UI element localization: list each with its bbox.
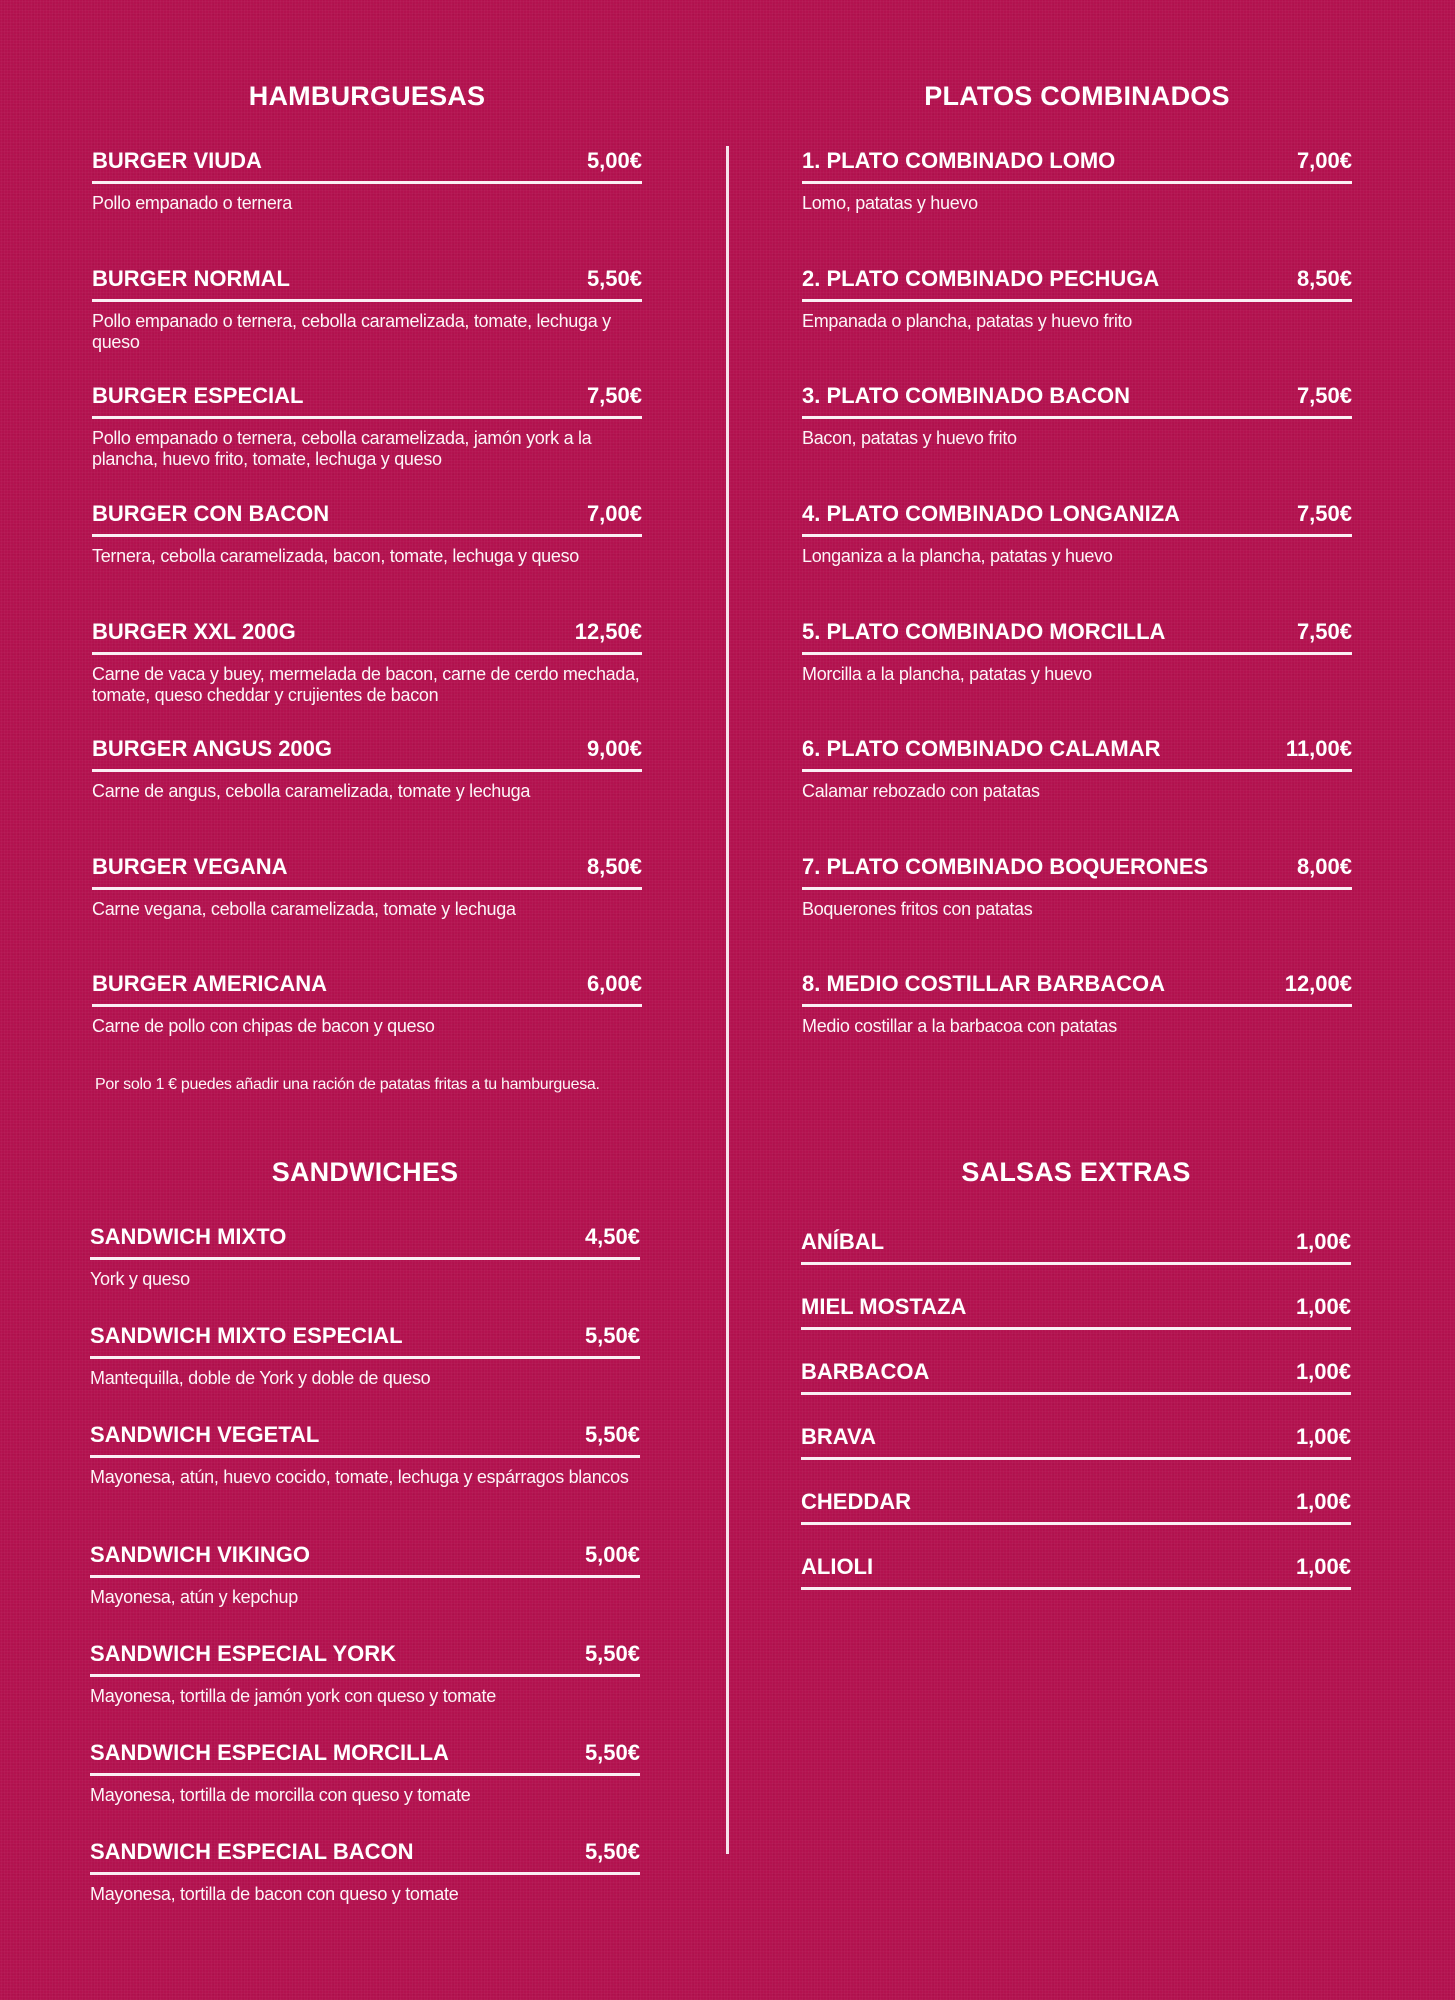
item-description: Pollo empanado o ternera [92, 193, 292, 213]
item-name: BRAVA [801, 1424, 876, 1449]
item-name: 5. PLATO COMBINADO MORCILLA [802, 619, 1166, 644]
item-description: Mayonesa, tortilla de bacon con queso y tomate [90, 1884, 459, 1904]
item-description: Pollo empanado o ternera, cebolla caramelizada, tomate, lechuga y queso [92, 311, 611, 352]
item-name: SANDWICH ESPECIAL MORCILLA [90, 1740, 449, 1765]
item-price: 5,50€ [584, 1740, 640, 1765]
item-price: 5,50€ [584, 1641, 640, 1666]
item-name: BURGER CON BACON [92, 501, 330, 526]
item-description: Carne de vaca y buey, mermelada de bacon, carne de cerdo mechada, tomate, queso cheddar y crujientes de bacon [92, 664, 640, 705]
item-price: 8,00€ [1296, 854, 1352, 879]
fries-note: Por solo 1 € puedes añadir una ración de patatas fritas a tu hamburguesa. [95, 1076, 600, 1093]
item-name: BURGER AMERICANA [92, 971, 328, 996]
item-price: 9,00€ [586, 736, 642, 761]
item-name: 7. PLATO COMBINADO BOQUERONES [802, 854, 1209, 879]
section-platos-combinados [802, 76, 1352, 1036]
item-price: 12,50€ [574, 619, 642, 644]
menu-item [90, 1641, 640, 1707]
item-name: ANÍBAL [801, 1229, 885, 1254]
item-description: Ternera, cebolla caramelizada, bacon, tomate, lechuga y queso [92, 546, 580, 566]
item-price: 12,00€ [1284, 971, 1352, 996]
sauce-item [801, 1359, 1351, 1395]
item-price: 5,00€ [584, 1542, 640, 1567]
item-price: 1,00€ [1295, 1359, 1351, 1384]
item-price: 6,00€ [586, 971, 642, 996]
section-title: SANDWICHES [271, 1157, 459, 1187]
item-description: Carne vegana, cebolla caramelizada, tomate y lechuga [92, 899, 516, 919]
item-description: Morcilla a la plancha, patatas y huevo [802, 664, 1092, 684]
item-price: 8,50€ [586, 854, 642, 879]
menu-item [802, 854, 1352, 920]
item-description: Bacon, patatas y huevo frito [802, 428, 1017, 448]
menu-item [90, 1224, 640, 1290]
sauce-item [801, 1554, 1351, 1590]
menu-item [90, 1839, 640, 1905]
item-price: 4,50€ [584, 1224, 640, 1249]
item-name: 3. PLATO COMBINADO BACON [802, 383, 1130, 408]
item-description: Lomo, patatas y huevo [802, 193, 978, 213]
menu-item [92, 854, 642, 920]
item-name: BURGER NORMAL [92, 266, 290, 291]
item-name: 8. MEDIO COSTILLAR BARBACOA [802, 971, 1165, 996]
menu-item [92, 148, 642, 214]
menu-item [92, 971, 642, 1037]
item-name: BURGER XXL 200G [92, 619, 296, 644]
section-title: PLATOS COMBINADOS [924, 81, 1230, 111]
sauce-item [801, 1489, 1351, 1525]
menu-item [92, 383, 642, 470]
sauce-item [801, 1294, 1351, 1330]
menu-item [802, 266, 1352, 332]
item-name: BURGER VIUDA [92, 148, 262, 173]
item-description: York y queso [90, 1269, 190, 1289]
item-name: 2. PLATO COMBINADO PECHUGA [802, 266, 1160, 291]
item-name: MIEL MOSTAZA [801, 1294, 967, 1319]
item-name: SANDWICH VIKINGO [90, 1542, 310, 1567]
item-description: Longaniza a la plancha, patatas y huevo [802, 546, 1113, 566]
menu-item [802, 148, 1352, 214]
section-title: SALSAS EXTRAS [961, 1157, 1191, 1187]
item-price: 7,50€ [1296, 501, 1352, 526]
item-description: Mayonesa, atún y kepchup [90, 1587, 298, 1607]
menu-item [92, 619, 642, 706]
item-description: Mayonesa, atún, huevo cocido, tomate, lechuga y espárragos blancos [90, 1467, 629, 1487]
menu-item [92, 266, 642, 353]
item-name: SANDWICH MIXTO [90, 1224, 287, 1249]
item-price: 7,00€ [586, 501, 642, 526]
item-price: 1,00€ [1295, 1294, 1351, 1319]
menu-item [802, 383, 1352, 449]
item-description: Calamar rebozado con patatas [802, 781, 1040, 801]
item-name: 1. PLATO COMBINADO LOMO [802, 148, 1116, 173]
item-description: Mantequilla, doble de York y doble de queso [90, 1368, 431, 1388]
item-price: 7,50€ [1296, 619, 1352, 644]
menu-item [92, 736, 642, 802]
item-name: BURGER ESPECIAL [92, 383, 304, 408]
item-price: 5,50€ [586, 266, 642, 291]
item-name: CHEDDAR [801, 1489, 911, 1514]
section-title: HAMBURGUESAS [248, 81, 486, 111]
menu-item [802, 501, 1352, 567]
sauce-item [801, 1424, 1351, 1460]
section-salsas-extras [801, 1152, 1351, 1579]
item-description: Boquerones fritos con patatas [802, 899, 1033, 919]
item-name: SANDWICH ESPECIAL YORK [90, 1641, 397, 1666]
item-price: 1,00€ [1295, 1424, 1351, 1449]
item-description: Medio costillar a la barbacoa con patatas [802, 1016, 1117, 1036]
item-name: BARBACOA [801, 1359, 930, 1384]
item-price: 1,00€ [1295, 1229, 1351, 1254]
item-name: SANDWICH ESPECIAL BACON [90, 1839, 414, 1864]
item-price: 5,50€ [584, 1422, 640, 1447]
item-name: SANDWICH MIXTO ESPECIAL [90, 1323, 403, 1348]
item-name: 6. PLATO COMBINADO CALAMAR [802, 736, 1161, 761]
item-price: 1,00€ [1295, 1554, 1351, 1579]
item-price: 7,00€ [1296, 148, 1352, 173]
column-divider [726, 146, 729, 1854]
item-price: 1,00€ [1295, 1489, 1351, 1514]
section-sandwiches [90, 1152, 640, 1904]
item-name: BURGER VEGANA [92, 854, 288, 879]
menu-item [802, 736, 1352, 802]
item-name: BURGER ANGUS 200G [92, 736, 333, 761]
item-description: Carne de angus, cebolla caramelizada, tomate y lechuga [92, 781, 531, 801]
menu-item [90, 1422, 640, 1488]
item-description: Pollo empanado o ternera, cebolla caramelizada, jamón york a la plancha, huevo frito, tomate, lechuga y queso [92, 428, 592, 469]
item-price: 5,50€ [584, 1839, 640, 1864]
menu-item [90, 1542, 640, 1608]
item-description: Mayonesa, tortilla de morcilla con queso y tomate [90, 1785, 471, 1805]
item-name: ALIOLI [801, 1554, 874, 1579]
item-description: Carne de pollo con chipas de bacon y queso [92, 1016, 435, 1036]
item-price: 8,50€ [1296, 266, 1352, 291]
item-description: Mayonesa, tortilla de jamón york con queso y tomate [90, 1686, 496, 1706]
section-hamburguesas [92, 76, 642, 1093]
menu-item [90, 1740, 640, 1806]
item-description: Empanada o plancha, patatas y huevo frito [802, 311, 1132, 331]
item-name: 4. PLATO COMBINADO LONGANIZA [802, 501, 1181, 526]
item-price: 5,50€ [584, 1323, 640, 1348]
item-price: 7,50€ [1296, 383, 1352, 408]
menu-item [92, 501, 642, 567]
menu-item [802, 619, 1352, 685]
item-price: 11,00€ [1285, 736, 1352, 761]
item-price: 5,00€ [586, 148, 642, 173]
item-price: 7,50€ [586, 383, 642, 408]
menu-item [90, 1323, 640, 1389]
item-name: SANDWICH VEGETAL [90, 1422, 320, 1447]
sauce-item [801, 1229, 1351, 1265]
menu-item [802, 971, 1352, 1037]
